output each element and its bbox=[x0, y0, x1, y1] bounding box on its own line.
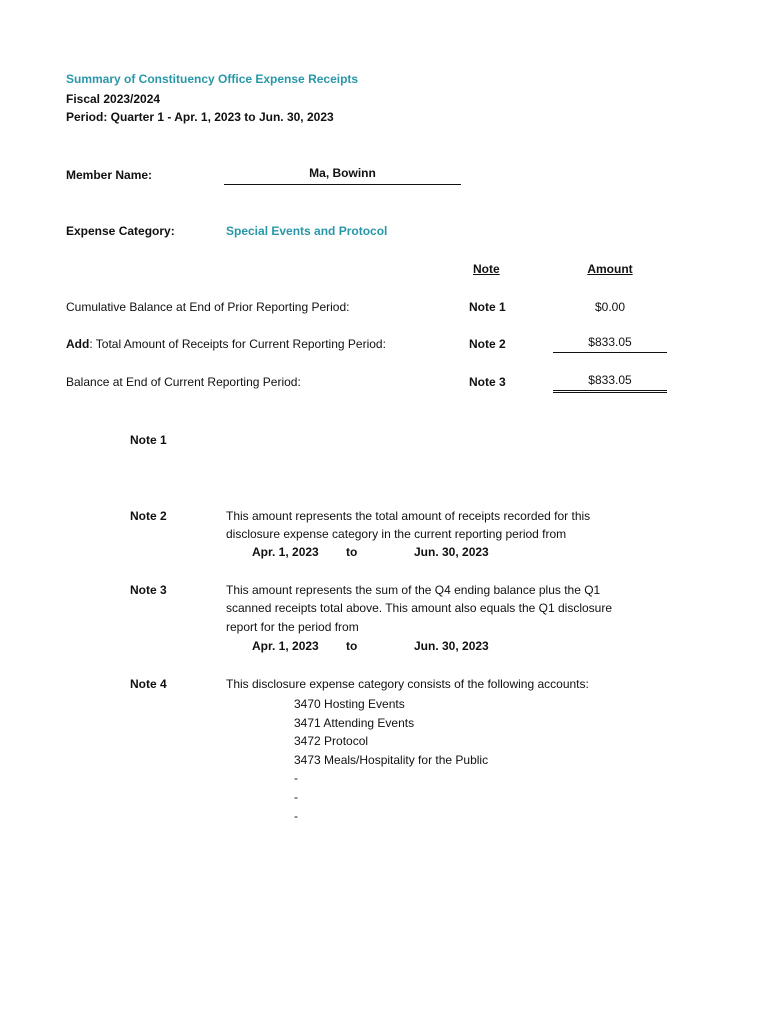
account-item: 3472 Protocol bbox=[294, 734, 369, 749]
note2-label: Note 2 bbox=[130, 509, 167, 523]
row-receipts-label bbox=[66, 337, 386, 351]
member-name-label: Member Name: bbox=[66, 168, 153, 182]
note2-to-word: to bbox=[346, 545, 358, 559]
member-name-value: Ma, Bowinn bbox=[224, 166, 461, 185]
note3-line3: report for the period from bbox=[226, 620, 359, 634]
account-item: 3470 Hosting Events bbox=[294, 697, 405, 711]
reporting-period: Period: Quarter 1 - Apr. 1, 2023 to Jun. 30, 2023 bbox=[66, 110, 334, 124]
note3-to-word: to bbox=[346, 639, 358, 653]
note4-intro: This disclosure expense category consists of the following accounts: bbox=[226, 677, 589, 691]
report-title: Summary of Constituency Office Expense Receipts bbox=[66, 72, 359, 86]
account-item: 3471 Attending Events bbox=[294, 715, 415, 730]
note3-line2: scanned receipts total above. This amount also equals the Q1 disclosure bbox=[226, 601, 613, 615]
note4-account-list bbox=[294, 695, 488, 825]
row-ending-balance-label: Balance at End of Current Reporting Period: bbox=[66, 375, 301, 389]
row-prior-balance-amount: $0.00 bbox=[594, 300, 626, 314]
amount-column-header: Amount bbox=[587, 262, 633, 276]
row-prior-balance-label: Cumulative Balance at End of Prior Reporting Period: bbox=[66, 300, 350, 314]
expense-category-value: Special Events and Protocol bbox=[226, 224, 388, 238]
account-item: - bbox=[294, 789, 298, 804]
account-item: - bbox=[294, 808, 298, 823]
row-prior-balance-note: Note 1 bbox=[469, 300, 506, 314]
expense-category-label: Expense Category: bbox=[66, 224, 175, 238]
row-receipts-note: Note 2 bbox=[469, 337, 506, 351]
note1-label: Note 1 bbox=[130, 433, 167, 447]
row-receipts-amount: $833.05 bbox=[553, 335, 667, 353]
fiscal-year: Fiscal 2023/2024 bbox=[66, 92, 161, 106]
note2-line2: disclosure expense category in the current reporting period from bbox=[226, 527, 567, 541]
row-ending-balance-note: Note 3 bbox=[469, 375, 506, 389]
account-item: - bbox=[294, 771, 298, 786]
note2-to-date: Jun. 30, 2023 bbox=[414, 545, 489, 559]
note2-from-date: Apr. 1, 2023 bbox=[252, 545, 319, 559]
row-receipts-label-add: Add bbox=[66, 337, 90, 351]
note3-label: Note 3 bbox=[130, 583, 167, 597]
note2-line1: This amount represents the total amount of receipts recorded for this bbox=[226, 509, 591, 523]
note4-label: Note 4 bbox=[130, 677, 167, 691]
note-column-header: Note bbox=[473, 262, 500, 276]
row-ending-balance-amount: $833.05 bbox=[553, 373, 667, 393]
note3-from-date: Apr. 1, 2023 bbox=[252, 639, 319, 653]
row-receipts-label-text: : Total Amount of Receipts for Current Reporting Period: bbox=[89, 337, 386, 351]
account-item: 3473 Meals/Hospitality for the Public bbox=[294, 752, 489, 767]
note3-line1: This amount represents the sum of the Q4 ending balance plus the Q1 bbox=[226, 583, 601, 597]
note3-to-date: Jun. 30, 2023 bbox=[414, 639, 489, 653]
